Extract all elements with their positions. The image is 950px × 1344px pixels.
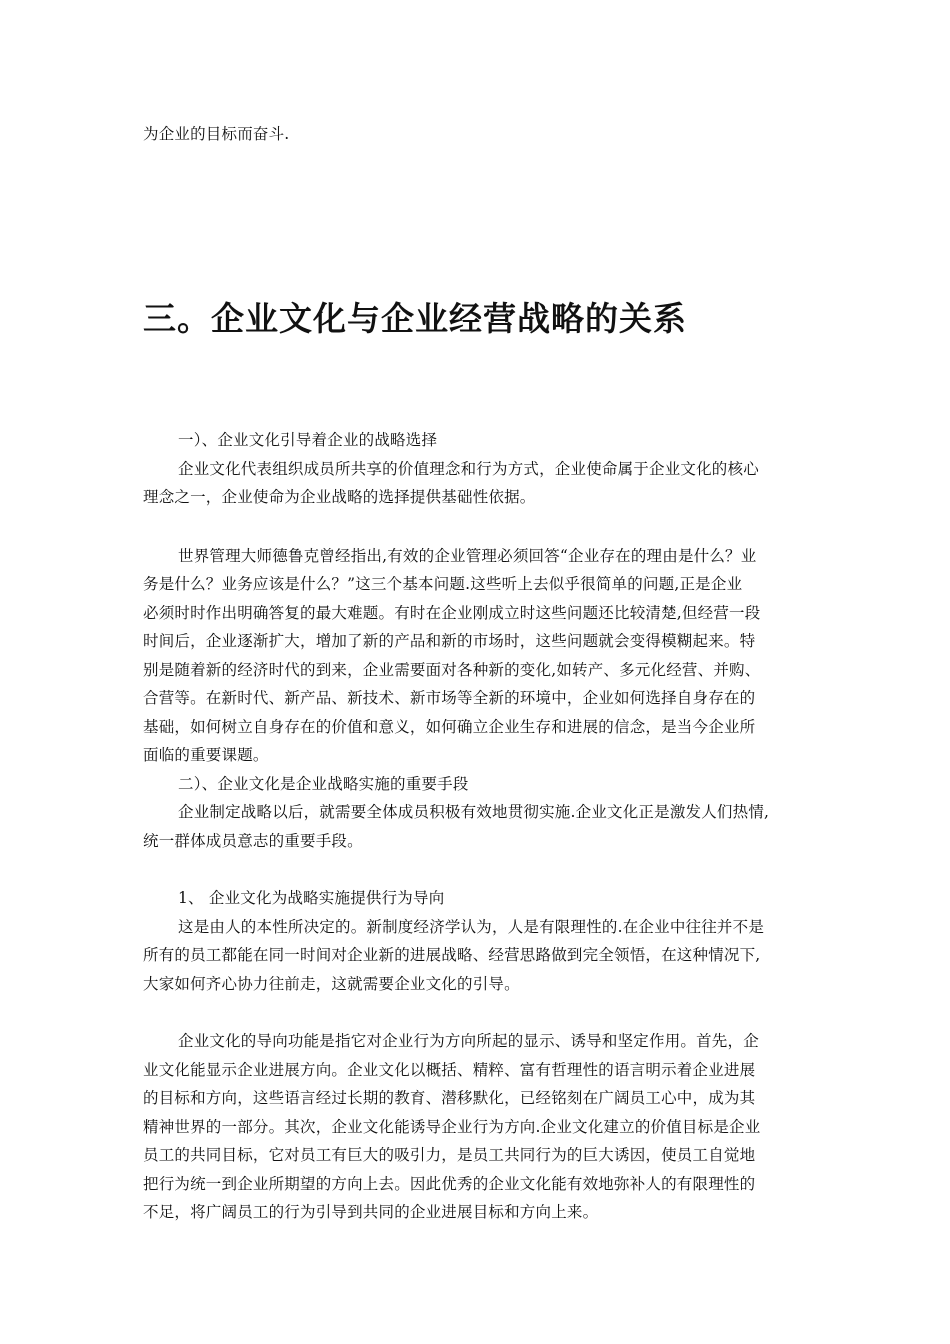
paragraph-2-line-2: 务是什么？业务应该是什么？”这三个基本问题.这些听上去似乎很简单的问题,正是企业 (143, 575, 743, 593)
paragraph-5-line-3: 的目标和方向，这些语言经过长期的教育、潜移默化，已经铭刻在广阔员工心中，成为其 (143, 1089, 756, 1107)
subsection-title-2: 二）、企业文化是企业战略实施的重要手段 (178, 775, 469, 793)
paragraph-2-line-7: 基础，如何树立自身存在的价值和意义，如何确立企业生存和进展的信念，是当今企业所 (143, 718, 756, 736)
paragraph-2-line-3: 必须时时作出明确答复的最大难题。有时在企业刚成立时这些问题还比较清楚,但经营一段 (143, 604, 761, 622)
paragraph-3-line-1: 企业制定战略以后，就需要全体成员积极有效地贯彻实施.企业文化正是激发人们热情, (178, 803, 770, 821)
paragraph-5-line-7: 不足，将广阔员工的行为引导到共同的企业进展目标和方向上来。 (143, 1203, 599, 1221)
paragraph-2-line-8: 面临的重要课题。 (143, 746, 269, 764)
paragraph-1-line-1: 企业文化代表组织成员所共享的价值理念和行为方式，企业使命属于企业文化的核心 (178, 460, 759, 478)
paragraph-4-line-1: 这是由人的本性所决定的。新制度经济学认为，人是有限理性的.在企业中往往并不是 (178, 918, 765, 936)
section-heading: 三。企业文化与企业经营战略的关系 (143, 299, 687, 338)
paragraph-3-line-2: 统一群体成员意志的重要手段。 (143, 832, 363, 850)
paragraph-5-line-2: 业文化能显示企业进展方向。企业文化以概括、精粹、富有哲理性的语言明示着企业进展 (143, 1061, 756, 1079)
paragraph-1-line-2: 理念之一，企业使命为企业战略的选择提供基础性依据。 (143, 488, 536, 506)
intro-line: 为企业的目标而奋斗. (143, 125, 290, 143)
paragraph-4-line-3: 大家如何齐心协力往前走，这就需要企业文化的引导。 (143, 975, 520, 993)
subsection-title-1: 一）、企业文化引导着企业的战略选择 (178, 431, 438, 449)
paragraph-5-line-6: 把行为统一到企业所期望的方向上去。因此优秀的企业文化能有效地弥补人的有限理性的 (143, 1175, 756, 1193)
paragraph-5-line-1: 企业文化的导向功能是指它对企业行为方向所起的显示、诱导和坚定作用。首先，企 (178, 1032, 759, 1050)
paragraph-2-line-6: 合营等。在新时代、新产品、新技术、新市场等全新的环境中，企业如何选择自身存在的 (143, 689, 756, 707)
paragraph-4-line-2: 所有的员工都能在同一时间对企业新的进展战略、经营思路做到完全领悟，在这种情况下, (143, 946, 761, 964)
item-title-1: 1、 企业文化为战略实施提供行为导向 (178, 889, 445, 907)
paragraph-5-line-5: 员工的共同目标，它对员工有巨大的吸引力，是员工共同行为的巨大诱因，使员工自觉地 (143, 1146, 756, 1164)
paragraph-2-line-4: 时间后，企业逐渐扩大，增加了新的产品和新的市场时，这些问题就会变得模糊起来。特 (143, 632, 756, 650)
paragraph-2-line-5: 别是随着新的经济时代的到来，企业需要面对各种新的变化,如转产、多元化经营、并购、 (143, 661, 761, 679)
paragraph-5-line-4: 精神世界的一部分。其次，企业文化能诱导企业行为方向.企业文化建立的价值目标是企业 (143, 1118, 761, 1136)
paragraph-2-line-1: 世界管理大师德鲁克曾经指出,有效的企业管理必须回答“企业存在的理由是什么？业 (178, 547, 757, 565)
